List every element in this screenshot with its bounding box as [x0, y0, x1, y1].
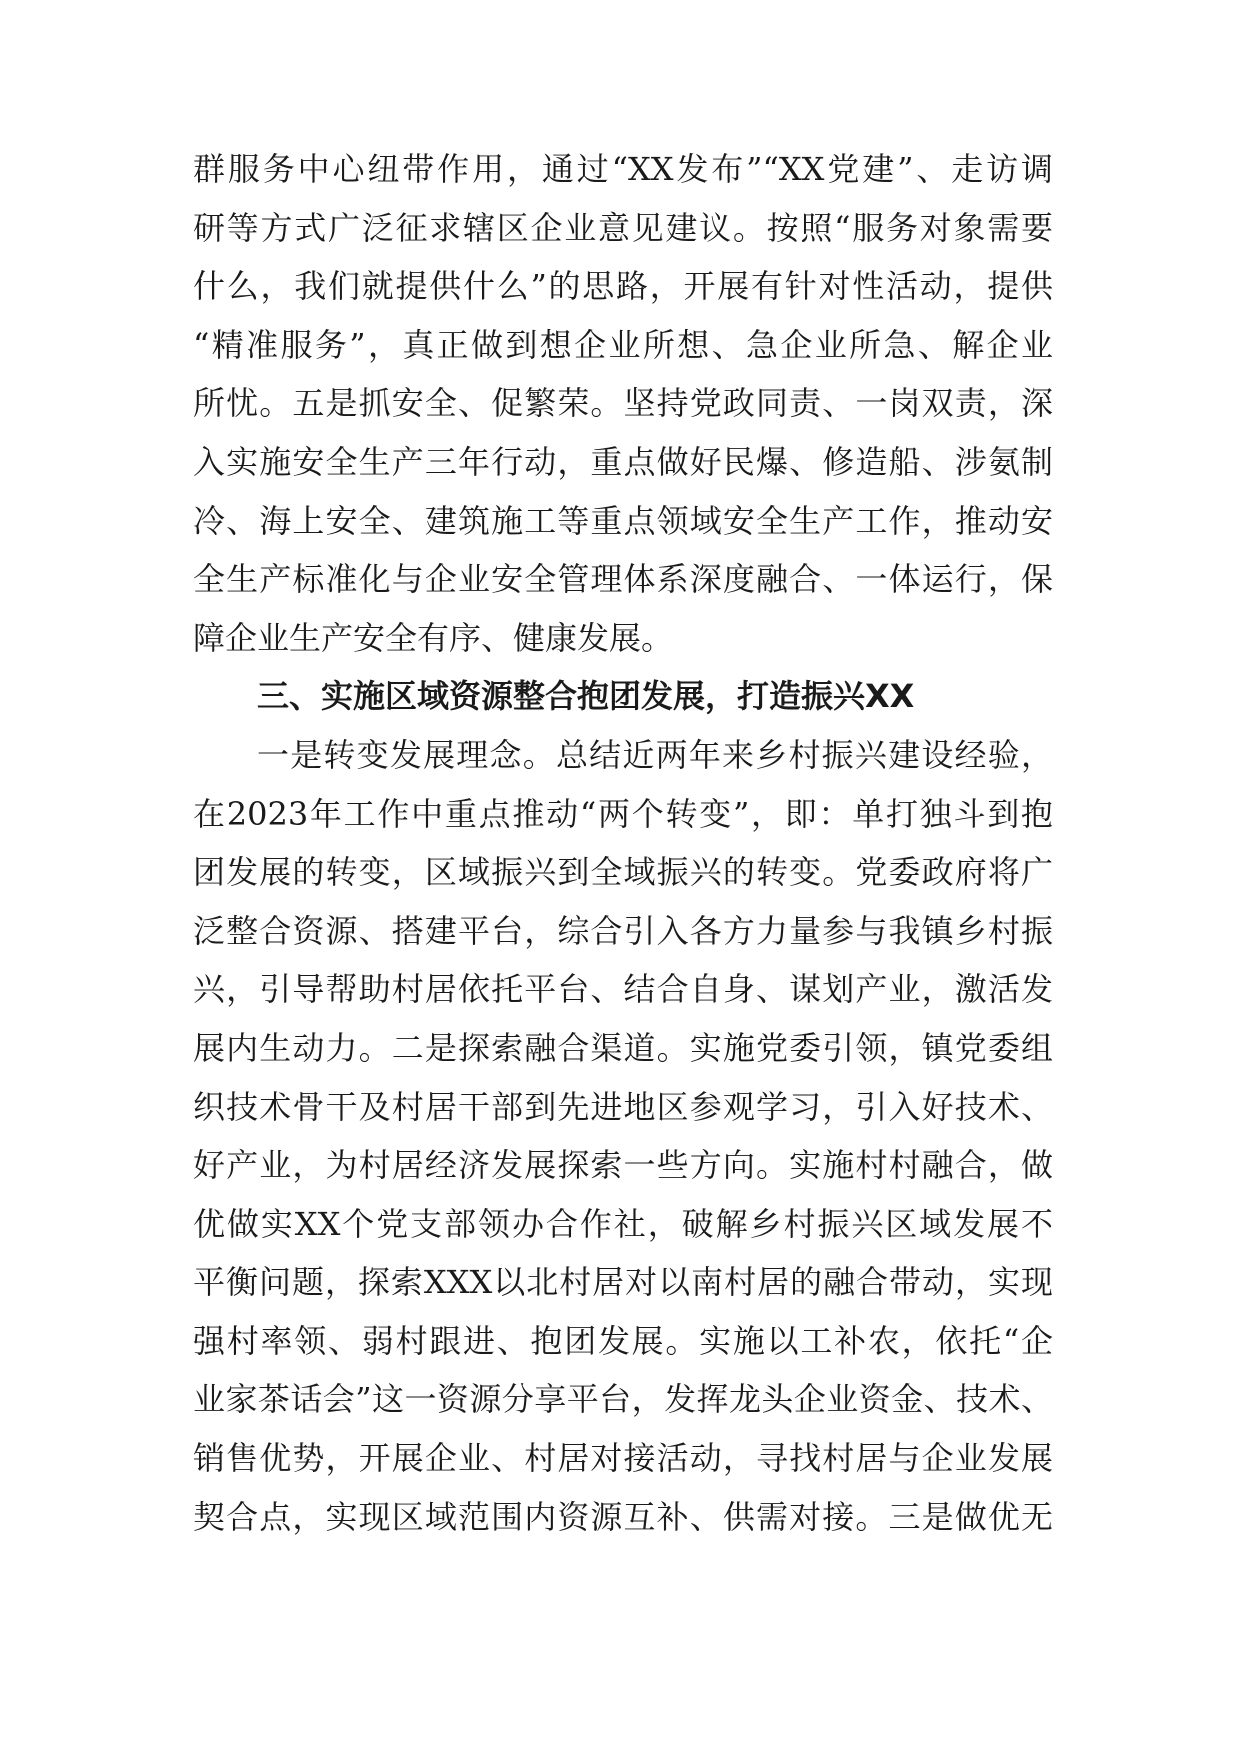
paragraph-line: 兴，引导帮助村居依托平台、结合自身、谋划产业，激活发	[193, 970, 1053, 1009]
paragraph-line: 织技术骨干及村居干部到先进地区参观学习，引入好技术、	[193, 1087, 1053, 1126]
paragraph-line: 研等方式广泛征求辖区企业意见建议。按照“服务对象需要	[193, 208, 1053, 247]
paragraph-line: 好产业，为村居经济发展探索一些方向。实施村村融合，做	[193, 1146, 1053, 1185]
paragraph-line: 业家茶话会”这一资源分享平台，发挥龙头企业资金、技术、	[193, 1380, 1053, 1419]
paragraph-line: 展内生动力。二是探索融合渠道。实施党委引领，镇党委组	[193, 1028, 1053, 1067]
paragraph-line: 障企业生产安全有序、健康发展。	[193, 618, 674, 657]
paragraph-line: 销售优势，开展企业、村居对接活动，寻找村居与企业发展	[193, 1439, 1053, 1478]
body-text	[193, 140, 1053, 1546]
paragraph-line: 所忧。五是抓安全、促繁荣。坚持党政同责、一岗双责，深	[193, 384, 1053, 423]
paragraph-line: 什么，我们就提供什么”的思路，开展有针对性活动，提供	[193, 267, 1053, 306]
paragraph-line: “精准服务”，真正做到想企业所想、急企业所急、解企业	[193, 325, 1053, 364]
paragraph-line: 平衡问题，探索XXX以北村居对以南村居的融合带动，实现	[193, 1263, 1053, 1302]
paragraph-line: 冷、海上安全、建筑施工等重点领域安全生产工作，推动安	[193, 501, 1053, 540]
paragraph-line: 入实施安全生产三年行动，重点做好民爆、修造船、涉氨制	[193, 442, 1053, 481]
paragraph-line: 团发展的转变，区域振兴到全域振兴的转变。党委政府将广	[193, 853, 1053, 892]
paragraph-line: 全生产标准化与企业安全管理体系深度融合、一体运行，保	[193, 560, 1053, 599]
paragraph-line: 强村率领、弱村跟进、抱团发展。实施以工补农，依托“企	[193, 1321, 1053, 1360]
section-heading: 三、实施区域资源整合抱团发展，打造振兴XX	[257, 677, 915, 716]
paragraph-line: 优做实XX个党支部领办合作社，破解乡村振兴区域发展不	[193, 1204, 1053, 1243]
paragraph-line: 在2023年工作中重点推动“两个转变”，即：单打独斗到抱	[193, 794, 1053, 833]
paragraph-line: 群服务中心纽带作用，通过“XX发布”“XX党建”、走访调	[193, 150, 1053, 188]
paragraph-line: 一是转变发展理念。总结近两年来乡村振兴建设经验，	[257, 735, 1053, 774]
paragraph-line: 契合点，实现区域范围内资源互补、供需对接。三是做优无	[193, 1497, 1053, 1536]
paragraph-line: 泛整合资源、搭建平台，综合引入各方力量参与我镇乡村振	[193, 911, 1053, 950]
